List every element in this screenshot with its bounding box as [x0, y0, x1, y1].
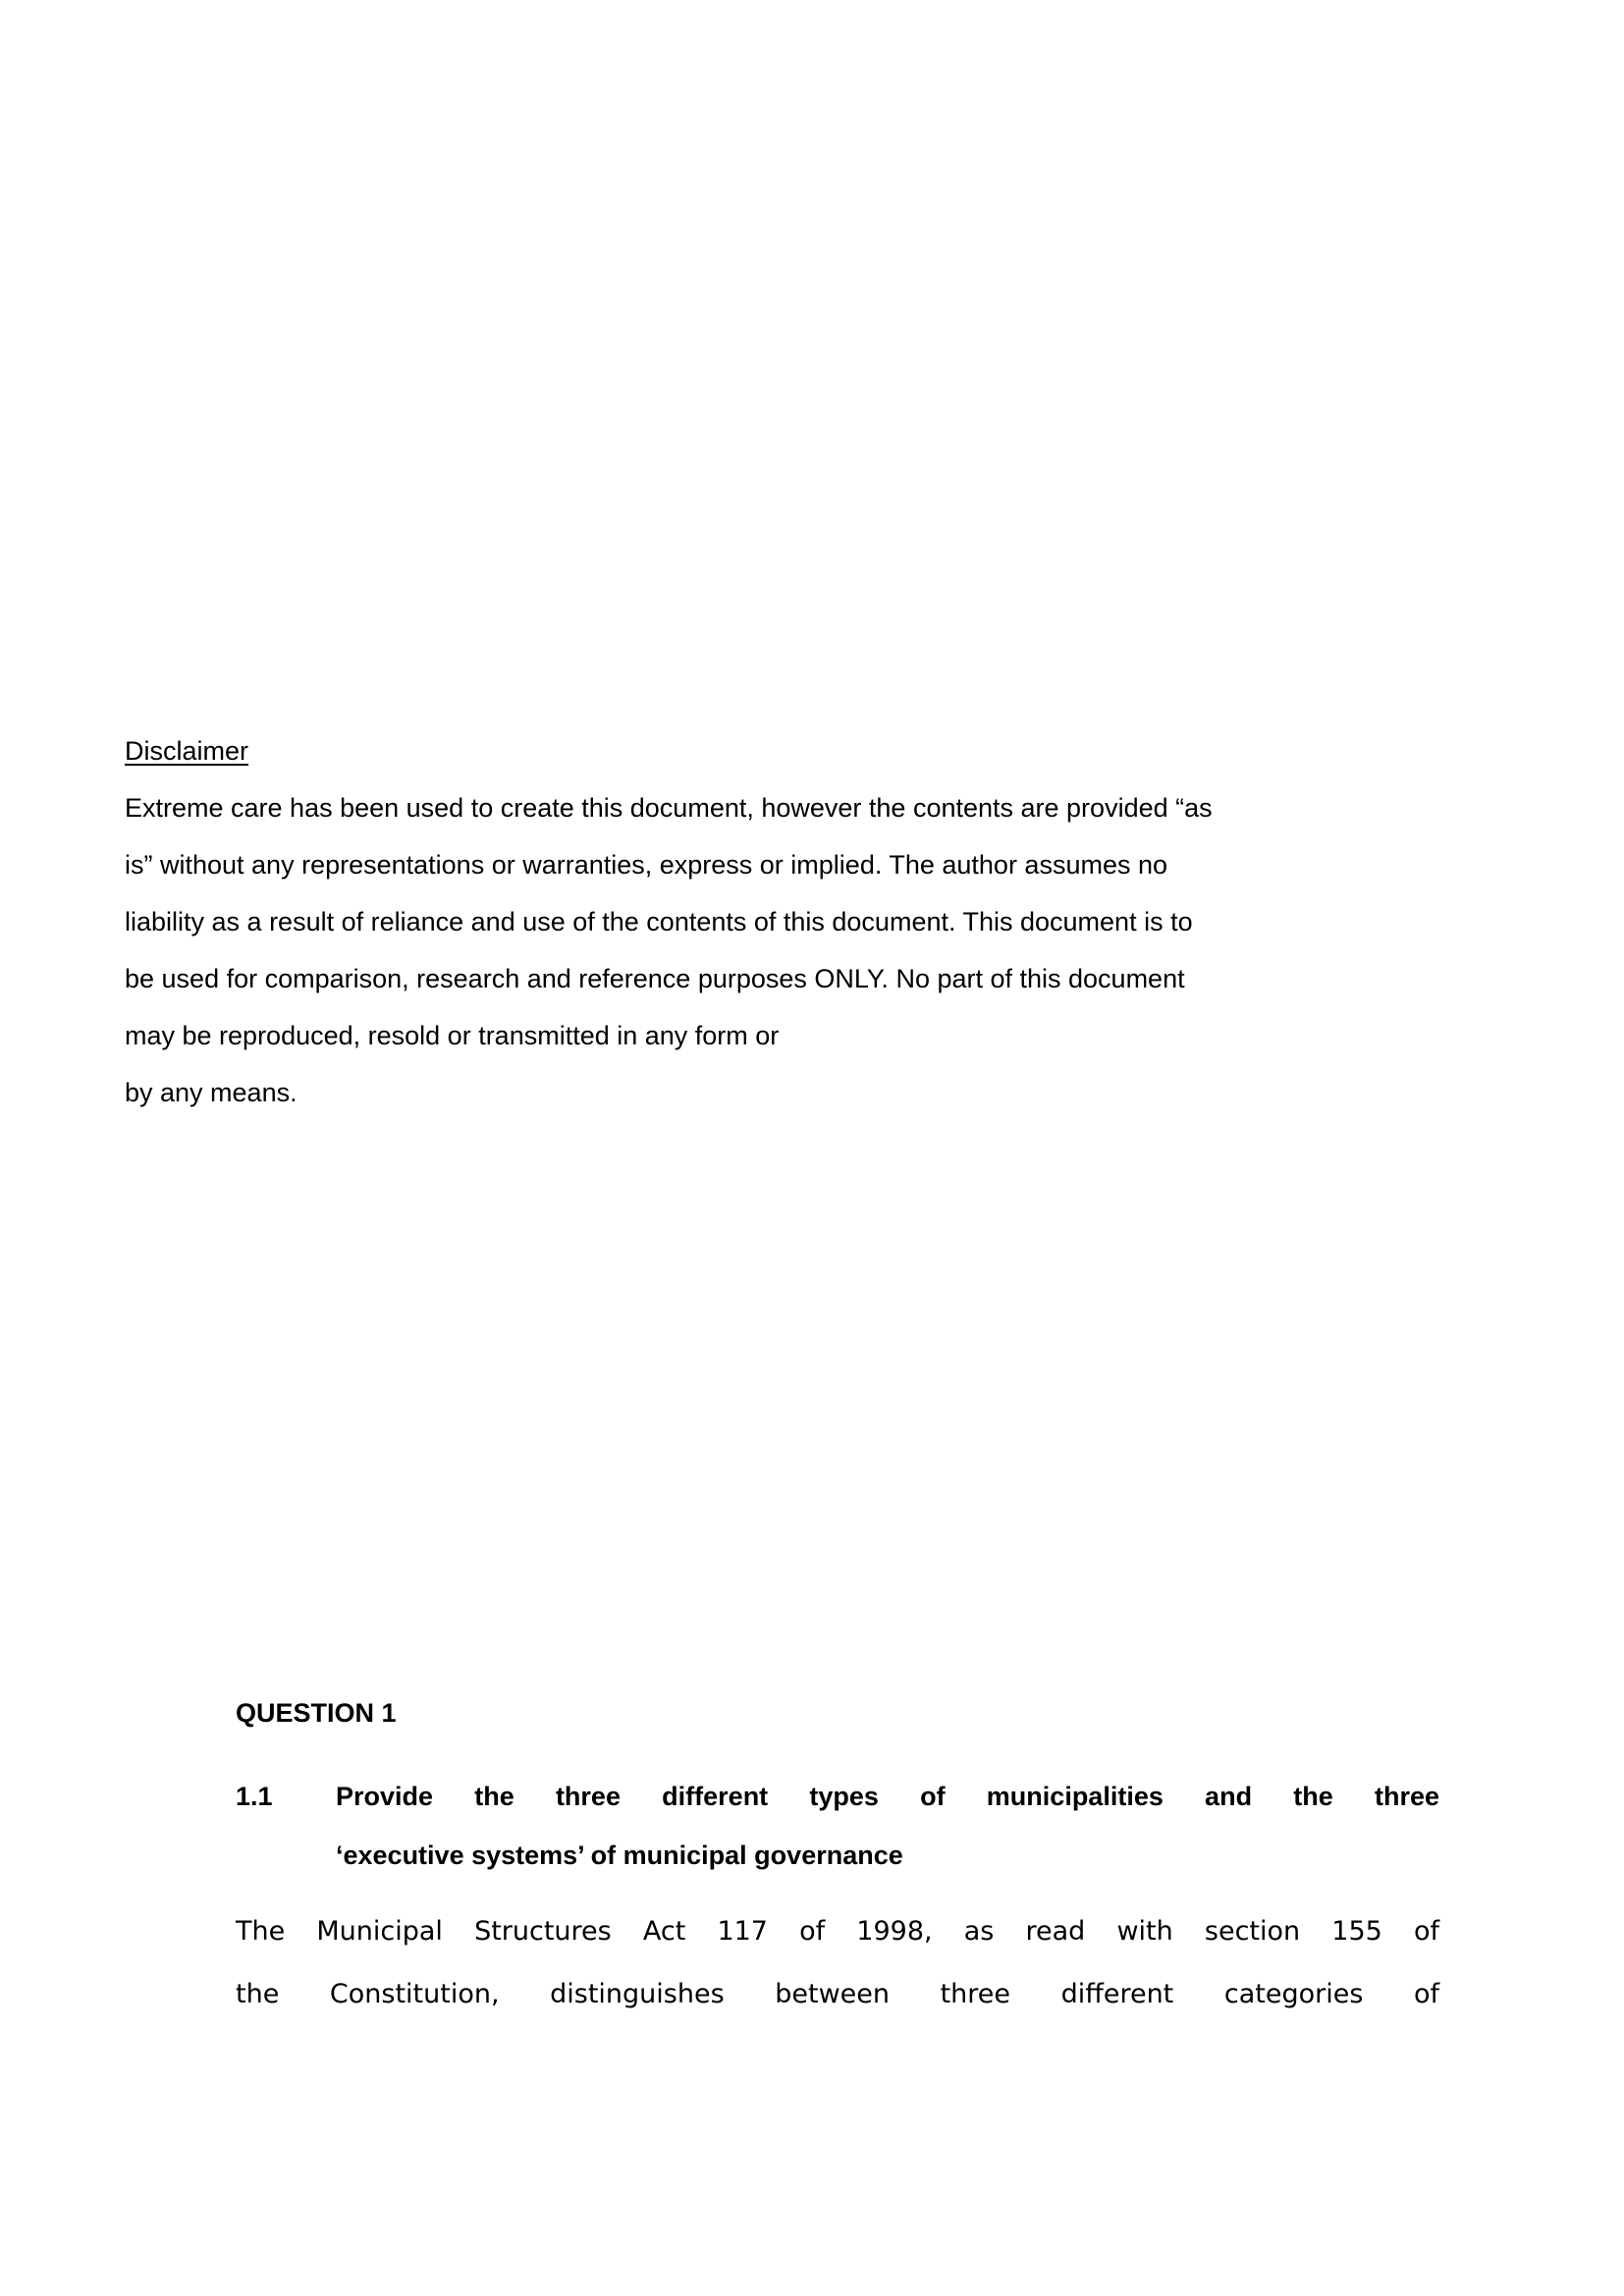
- item-number: 1.1: [236, 1782, 273, 1811]
- item-heading: [336, 1767, 1439, 1885]
- disclaimer-section: [125, 722, 1489, 1121]
- disclaimer-line: Extreme care has been used to create this document, however the contents are provided “as: [125, 793, 1213, 823]
- question-body-line: the Constitution, distinguishes between three different categories of: [236, 1979, 1439, 2009]
- question-heading: QUESTION 1: [236, 1698, 397, 1728]
- question-body: [236, 1900, 1439, 2026]
- disclaimer-line: may be reproduced, resold or transmitted in any form or: [125, 1021, 780, 1050]
- disclaimer-line: liability as a result of reliance and use of the contents of this document. This document is to: [125, 907, 1193, 936]
- question-section: [236, 1684, 1439, 2026]
- disclaimer-line: be used for comparison, research and reference purposes ONLY. No part of this document: [125, 964, 1185, 993]
- disclaimer-heading: Disclaimer: [125, 736, 249, 766]
- item-heading-line: ‘executive systems’ of municipal governance: [336, 1841, 903, 1870]
- question-body-line: The Municipal Structures Act 117 of 1998, as read with section 155 of: [236, 1916, 1439, 1947]
- item-heading-line: Provide the three different types of municipalities and the three: [336, 1782, 1439, 1811]
- disclaimer-line: by any means.: [125, 1078, 298, 1107]
- disclaimer-line: is” without any representations or warranties, express or implied. The author assumes no: [125, 850, 1168, 880]
- question-item: [236, 1767, 1439, 1885]
